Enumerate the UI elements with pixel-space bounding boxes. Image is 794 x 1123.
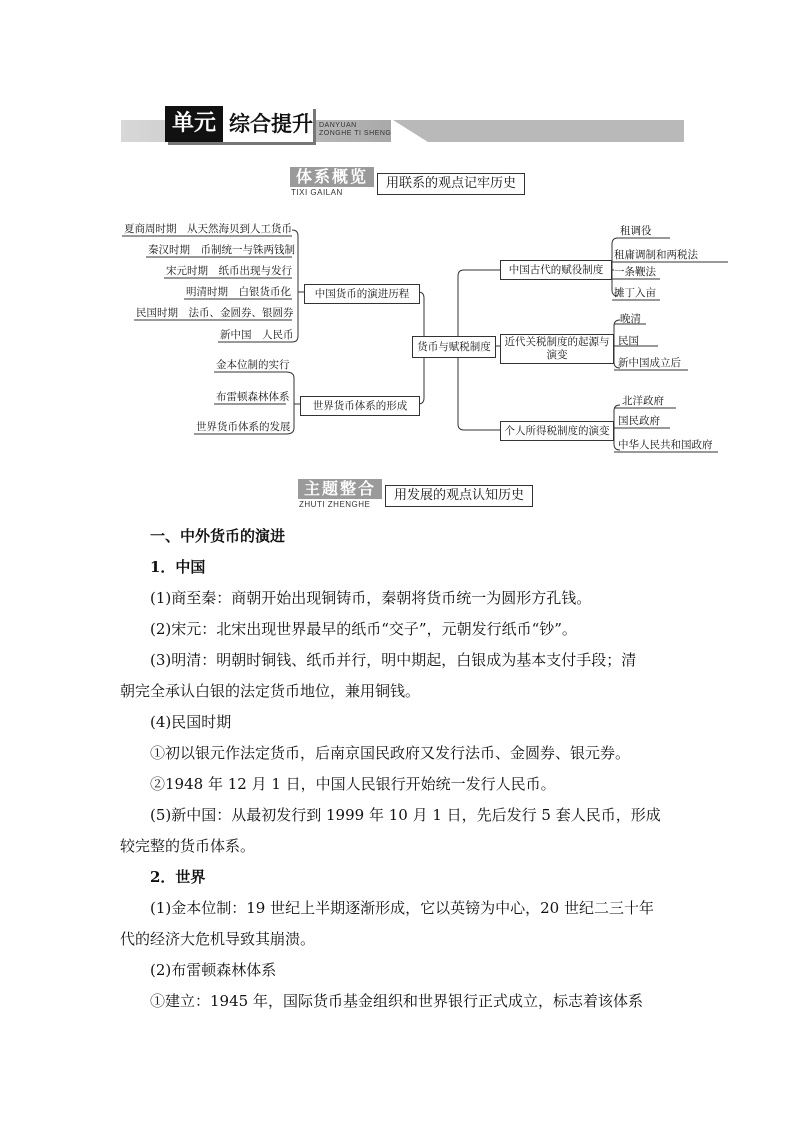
paragraph-5-line-1: (5)新中国：从最初发行到 1999 年 10 月 1 日，先后发行 5 套人民币，形成	[150, 806, 661, 824]
center-box: 货币与赋税制度	[412, 336, 496, 358]
section-title: 体系概览	[289, 166, 375, 188]
left1-item-3: 宋元时期 纸币出现与发行	[166, 265, 292, 277]
section-pinyin: ZHUTI ZHENGHE	[299, 500, 371, 509]
right1-item-2: 租庸调制和两税法	[614, 249, 698, 261]
left1-item-5: 民国时期 法币、金圆券、银圆券	[136, 307, 294, 319]
paragraph-2: (2)宋元：北宋出现世界最早的纸币“交子”，元朝发行纸币“钞”。	[150, 620, 577, 638]
right3-item-1: 北洋政府	[622, 395, 664, 407]
heading-china: 1．中国	[150, 558, 206, 576]
heading-world: 2．世界	[150, 868, 206, 886]
world-paragraph-2-a: ①建立：1945 年，国际货币基金组织和世界银行正式成立，标志着该体系	[150, 992, 643, 1010]
right1-item-3: 一条鞭法	[614, 266, 656, 278]
paragraph-3-line-2: 朝完全承认白银的法定货币地位，兼用铜钱。	[120, 682, 421, 700]
left1-item-1: 夏商周时期 从天然海贝到人工货币	[124, 223, 292, 235]
paragraph-4: (4)民国时期	[150, 713, 232, 731]
banner-title-part2: 综合提升	[229, 112, 313, 136]
paragraph-1: (1)商至秦：商朝开始出现铜铸币，秦朝将货币统一为圆形方孔钱。	[150, 589, 592, 607]
left1-item-6: 新中国 人民币	[220, 329, 294, 341]
section-title: 主题整合	[297, 478, 383, 500]
right1-item-4: 摊丁入亩	[614, 287, 656, 299]
left1-item-2: 秦汉时期 币制统一与铢两钱制	[148, 244, 295, 256]
paragraph-4-b: ②1948 年 12 月 1 日，中国人民银行开始统一发行人民币。	[150, 775, 556, 793]
right3-item-2: 国民政府	[618, 415, 660, 427]
right3-box: 个人所得税制度的演变	[500, 421, 614, 441]
right1-box: 中国古代的赋役制度	[500, 260, 612, 280]
left1-item-4: 明清时期 白银货币化	[186, 286, 291, 298]
banner-title-part1: 单元	[165, 106, 223, 142]
left2-item-3: 世界货币体系的发展	[196, 421, 291, 433]
world-paragraph-1-line-2: 代的经济大危机导致其崩溃。	[120, 930, 316, 948]
section-head-overview	[289, 166, 539, 196]
world-paragraph-1-line-1: (1)金本位制：19 世纪上半期逐渐形成，它以英镑为中心，20 世纪二三十年	[150, 899, 654, 917]
right1-item-1: 租调役	[620, 225, 652, 237]
right3-item-3: 中华人民共和国政府	[618, 439, 713, 451]
section-pinyin: TIXI GAILAN	[291, 188, 343, 197]
banner-pinyin	[319, 122, 391, 138]
banner-pinyin-line1: DANYUAN	[319, 122, 357, 129]
section-subtitle: 用发展的观点认知历史	[385, 485, 533, 507]
banner-pinyin-line2: ZONGHE TI SHENG	[319, 130, 392, 137]
left2-item-1: 金本位制的实行	[216, 359, 290, 371]
right2-item-2: 民国	[618, 335, 639, 347]
left2-box: 世界货币体系的形成	[300, 396, 420, 416]
section-head-theme	[297, 478, 547, 508]
left2-item-2: 布雷顿森林体系	[216, 391, 290, 403]
heading-1: 一、中外货币的演进	[150, 527, 286, 545]
world-paragraph-2: (2)布雷顿森林体系	[150, 961, 277, 979]
right2-box: 近代关税制度的起源与演变	[500, 334, 614, 364]
left1-box: 中国货币的演进历程	[304, 284, 420, 304]
banner-right-bar	[393, 120, 684, 142]
paragraph-3-line-1: (3)明清：明朝时铜钱、纸币并行，明中期起，白银成为基本支付手段；清	[150, 651, 637, 669]
section-subtitle: 用联系的观点记牢历史	[377, 173, 525, 195]
paragraph-4-a: ①初以银元作法定货币，后南京国民政府又发行法币、金圆券、银元券。	[150, 744, 631, 762]
mind-map	[118, 212, 728, 462]
paragraph-5-line-2: 较完整的货币体系。	[120, 837, 256, 855]
right2-item-3: 新中国成立后	[618, 357, 681, 369]
right2-item-1: 晚清	[620, 313, 641, 325]
unit-banner	[121, 106, 684, 142]
